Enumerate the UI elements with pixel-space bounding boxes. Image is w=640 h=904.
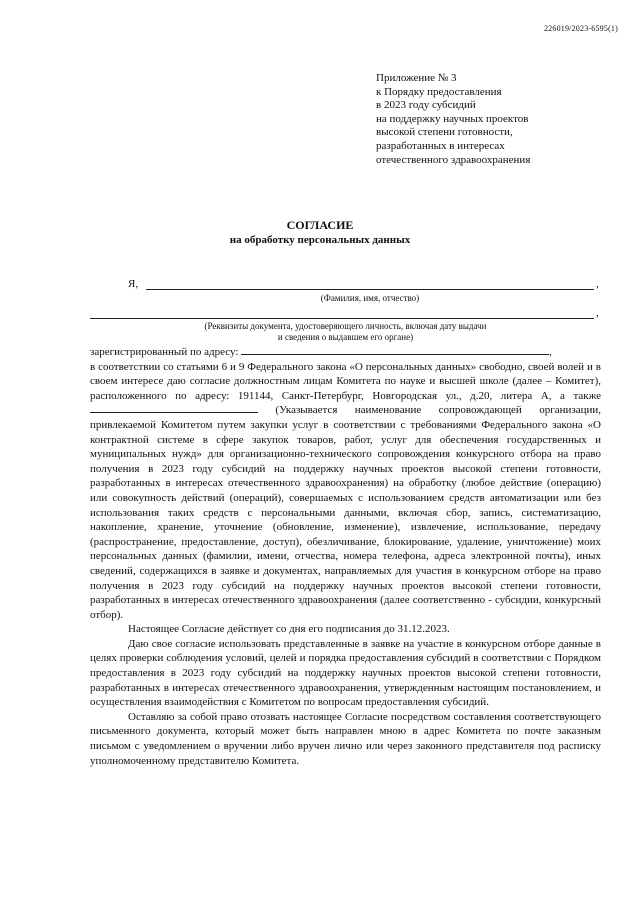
title-main: СОГЛАСИЕ [286,218,354,232]
appendix-line: на поддержку научных проектов [376,112,529,125]
ya-label: Я, [128,278,139,290]
id-document-caption-line: и сведения о выдавшем его органе) [277,332,414,342]
id-document-comma: , [596,307,599,319]
fio-fill-line[interactable] [146,289,594,290]
registration-label: зарегистрированный по адресу: [90,346,239,358]
paragraph-validity: Настоящее Согласие действует со дня его подписания до 31.12.2023. [128,623,450,636]
appendix-line: Приложение № 3 [376,72,457,84]
appendix-line: высокой степени готовности, [376,126,513,139]
appendix-block [376,72,530,167]
registration-comma: , [549,346,552,358]
consent-body [90,345,601,768]
document-title [0,218,640,248]
registration-line [90,345,601,360]
paragraph-usage: Даю свое согласие использовать представленные в заявке на участие в конкурсном отборе данные в целях проверки соблюдения условий, целей и порядка предоставления субсидий в соответствии с Порядком предоставления в 2023 году субсидий на поддержку научных проектов высокой степени готовности, разработанных в интересах отечественного здравоохранения, утвержденным настоящим постановлением, и осуществления взаимодействия с Комитетом по вопросам предоставления субсидий. [90,637,601,709]
appendix-line: разработанных в интересах [376,139,505,152]
organization-fill-line[interactable] [90,403,258,413]
appendix-line: отечественного здравоохранения [376,153,531,166]
consent-text: в соответствии со статьями 6 и 9 Федерального закона «О персональных данных» свободно, своей волей и в своем интересе даю согласие должностным лицам Комитета по науке и высшей школе (далее – Комитет), расположенного по адресу: 191144, Санкт-Петербург, Новгородская ул., д.20, литера А, а также [90,360,601,402]
paragraph-revoke: Оставляю за собой право отозвать настоящее Согласие посредством составления соответствующего письменного документа, который может быть направлен мною в адрес Комитета по почте заказным письмом с уведомлением о вручении либо вручен лично или через законного представителя под расписку уполномоченному представителю Комитета. [90,710,601,767]
document-number: 226019/2023-6595(1) [543,24,618,33]
id-document-caption-line: (Реквизиты документа, удостоверяющего личность, включая дату выдачи [204,321,487,331]
fio-caption: (Фамилия, имя, отчество) [320,293,420,303]
title-sub: на обработку персональных данных [229,234,411,246]
consent-text-rest: на обработку (любое действие (операцию) или совокупность действий (операций), совершаемых с использованием средств автоматизации или без использования таких средств с персональными данными, включая сбор, запись, систематизацию, накопление, хранение, уточнение (обновление, изменение), извлечение, использование, передачу (распространение, предоставление, доступ), обезличивание, блокирование, удаление, уничтожение) моих персональных данных (фамилии, имени, отчества, номера телефона, адреса электронной почты), иных сведений, содержащихся в заявке и документах, направляемых для участия в конкурсном отборе на право получения в 2023 году субсидий на поддержку научных проектов высокой степени готовности, разработанных в интересах отечественного здравоохранения (далее соответственно - субсидии, конкурсный отбор). [90,477,601,621]
appendix-line: в 2023 году субсидий [376,99,476,112]
fio-comma: , [596,278,599,290]
id-document-fill-line[interactable] [90,318,594,319]
paragraph-consent [90,360,601,623]
id-document-caption [90,321,601,343]
appendix-line: к Порядку предоставления [376,85,502,98]
address-fill-line[interactable] [241,345,549,355]
organization-note: (Указывается наименование сопровождающей организации, привлекаемой Комитетом путем закупки услуг в соответствии с требованиями Федерального закона «О контрактной системе в сфере закупок товаров, работ, услуг для обеспечения государственных и муниципальных нужд» для организационно-технического сопровождения конкурсного отбора на право получения в 2023 году субсидий на поддержку научных проектов высокой степени готовности, разработанных в интересах отечественного здравоохранения) [90,404,602,490]
